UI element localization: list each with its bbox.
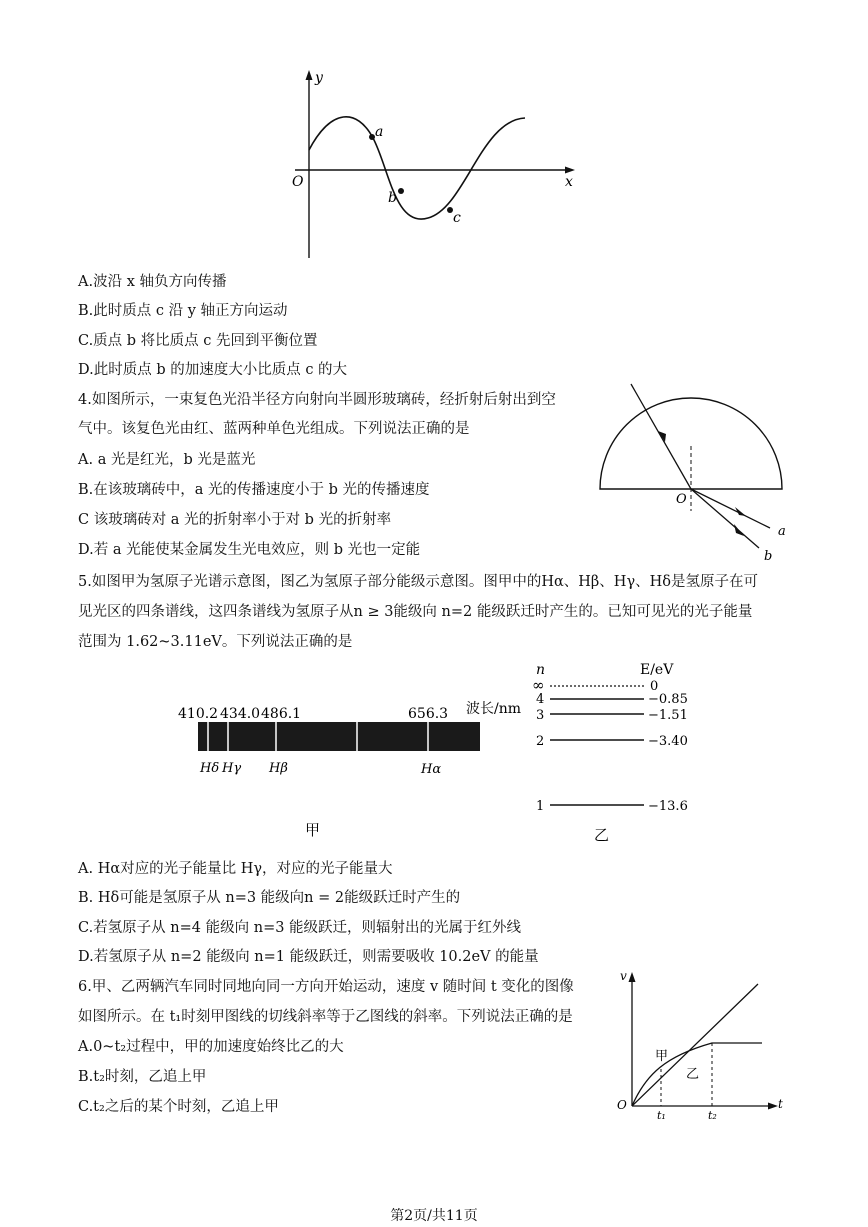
q5-option-d: D.若氢原子从 n=2 能级向 n=1 能级跃迁，则需要吸收 10.2eV 的能量 bbox=[78, 949, 539, 965]
level-n-inf: ∞ bbox=[532, 676, 545, 694]
q3-option-b: B.此时质点 c 沿 y 轴正方向运动 bbox=[78, 303, 288, 319]
level-e-2: −3.40 bbox=[648, 734, 688, 749]
velocity-time-figure bbox=[612, 966, 792, 1122]
q6-stem-1: 6.甲、乙两辆汽车同时同地向同一方向开始运动，速度 v 随时间 t 变化的图像 bbox=[78, 979, 574, 995]
ray-b-label: b bbox=[764, 549, 773, 564]
glass-brick-figure bbox=[594, 376, 794, 566]
ray-a-label: a bbox=[778, 524, 786, 539]
e-header: E/eV bbox=[640, 662, 674, 678]
level-n-1: 1 bbox=[536, 799, 545, 814]
h-delta-label: Hδ bbox=[200, 761, 220, 776]
q5-option-a: A. Hα对应的光子能量比 Hγ，对应的光子能量大 bbox=[78, 861, 393, 877]
y-axis-label: y bbox=[315, 70, 323, 86]
origin-label: O bbox=[292, 174, 304, 190]
point-b-label: b bbox=[388, 190, 397, 206]
level-n-2: 2 bbox=[536, 734, 545, 749]
point-c-label: c bbox=[453, 210, 461, 226]
level-e-inf: 0 bbox=[650, 679, 659, 694]
q5-stem-2: 见光区的四条谱线，这四条谱线为氢原子从n ≥ 3能级向 n=2 能级跃迁时产生的。已知可见光的光子能量 bbox=[78, 604, 753, 620]
h-beta-label: Hβ bbox=[269, 761, 288, 776]
page-number: 第2页/共11页 bbox=[390, 1208, 478, 1224]
jia-label: 甲 bbox=[655, 1049, 669, 1064]
q3-option-d: D.此时质点 b 的加速度大小比质点 c 的大 bbox=[78, 362, 348, 378]
level-e-1: −13.6 bbox=[648, 799, 688, 814]
q6-stem-2: 如图所示。在 t₁时刻甲图线的切线斜率等于乙图线的斜率。下列说法正确的是 bbox=[78, 1009, 573, 1025]
n-header: n bbox=[536, 662, 546, 678]
yi-label: 乙 bbox=[686, 1067, 700, 1082]
level-n-4: 4 bbox=[536, 692, 545, 707]
wave-figure bbox=[285, 68, 585, 263]
q5-option-c: C.若氢原子从 n=4 能级向 n=3 能级跃迁，则辐射出的光属于红外线 bbox=[78, 920, 522, 936]
q5-option-b: B. Hδ可能是氢原子从 n=3 能级向n = 2能级跃迁时产生的 bbox=[78, 890, 461, 906]
q4-option-b: B.在该玻璃砖中，a 光的传播速度小于 b 光的传播速度 bbox=[78, 482, 430, 498]
x-axis-label: x bbox=[565, 174, 573, 190]
q5-stem-1: 5.如图甲为氢原子光谱示意图，图乙为氢原子部分能级示意图。图甲中的Hα、Hβ、Hγ、Hδ是氢原子在可 bbox=[78, 574, 758, 590]
wavelength-label-3: 486.1 bbox=[261, 706, 302, 722]
wavelength-axis-label: 波长/nm bbox=[466, 701, 522, 717]
wavelength-label-2: 434.0 bbox=[220, 706, 261, 722]
q6-option-a: A.0~t₂过程中，甲的加速度始终比乙的大 bbox=[78, 1039, 344, 1055]
q6-option-c: C.t₂之后的某个时刻，乙追上甲 bbox=[78, 1099, 279, 1115]
q4-option-a: A. a 光是红光，b 光是蓝光 bbox=[78, 452, 256, 468]
level-caption: 乙 bbox=[594, 826, 610, 844]
point-a-label: a bbox=[375, 124, 384, 140]
brick-origin-label: O bbox=[676, 492, 687, 507]
h-gamma-label: Hγ bbox=[222, 761, 242, 776]
q3-option-a: A.波沿 x 轴负方向传播 bbox=[78, 274, 227, 290]
level-e-4: −0.85 bbox=[648, 692, 688, 707]
wavelength-label-1: 410.2 bbox=[178, 706, 219, 722]
q4-option-c: C 该玻璃砖对 a 光的折射率小于对 b 光的折射率 bbox=[78, 512, 392, 528]
q4-stem-2: 气中。该复色光由红、蓝两种单色光组成。下列说法正确的是 bbox=[78, 421, 470, 437]
v-axis-label: v bbox=[620, 969, 627, 983]
q5-stem-3: 范围为 1.62~3.11eV。下列说法正确的是 bbox=[78, 634, 353, 650]
t-axis-label: t bbox=[778, 1097, 783, 1111]
h-alpha-label: Hα bbox=[421, 762, 442, 777]
spectrum-caption: 甲 bbox=[305, 821, 321, 839]
t2-label: t₂ bbox=[708, 1109, 717, 1122]
q6-option-b: B.t₂时刻，乙追上甲 bbox=[78, 1069, 207, 1085]
level-n-3: 3 bbox=[536, 708, 545, 723]
t1-label: t₁ bbox=[657, 1109, 666, 1122]
q3-option-c: C.质点 b 将比质点 c 先回到平衡位置 bbox=[78, 333, 318, 349]
q4-option-d: D.若 a 光能使某金属发生光电效应，则 b 光也一定能 bbox=[78, 542, 421, 558]
wavelength-label-4: 656.3 bbox=[408, 706, 449, 722]
level-e-3: −1.51 bbox=[648, 708, 688, 723]
spectrum-figure bbox=[170, 695, 540, 845]
q4-stem-1: 4.如图所示，一束复色光沿半径方向射向半圆形玻璃砖，经折射后射出到空 bbox=[78, 392, 556, 408]
energy-level-figure bbox=[530, 660, 710, 845]
vt-origin-label: O bbox=[617, 1098, 627, 1112]
